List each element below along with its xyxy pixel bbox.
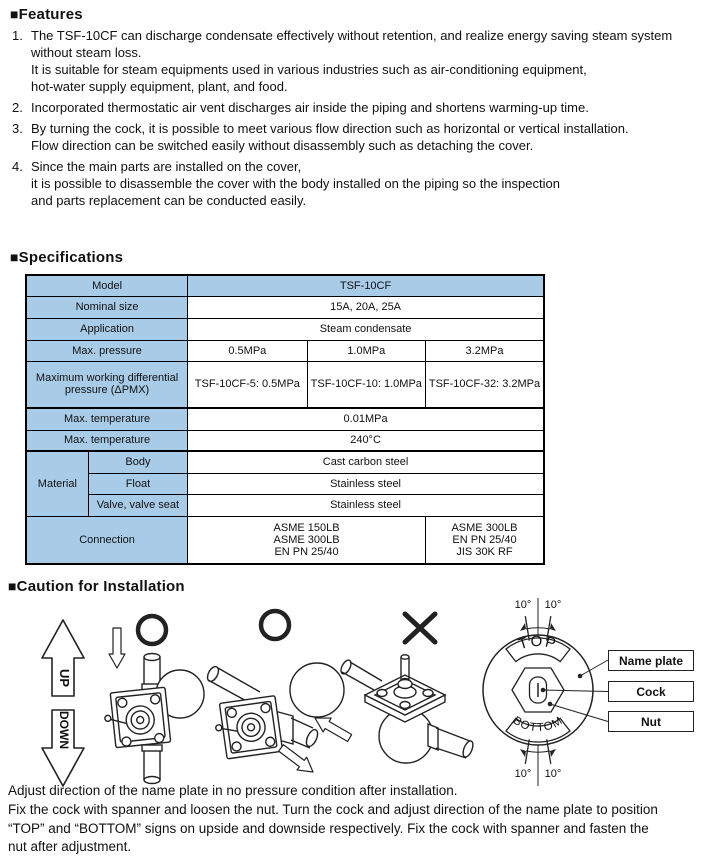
item-number: 2.	[12, 100, 23, 115]
table-sub-label: Body	[88, 451, 187, 473]
table-cell: Cast carbon steel	[188, 451, 544, 473]
valve-tilted-ng-figure	[340, 602, 475, 777]
correct-mark-icon	[138, 616, 166, 644]
table-row-label: Max. temperature	[26, 408, 188, 430]
table-sub-label: Valve, valve seat	[88, 494, 187, 516]
table-row-label: Max. pressure	[26, 340, 188, 361]
section-bullet-icon: ■	[8, 578, 17, 594]
table-cell: 1.0MPa	[307, 340, 425, 361]
features-heading: ■Features	[10, 6, 83, 23]
table-cell: ASME 300LB EN PN 25/40 JIS 30K RF	[426, 516, 545, 564]
feature-text: and parts replacement can be conducted easily.	[31, 193, 307, 208]
instruction-line: nut after adjustment.	[8, 839, 132, 855]
up-label: UP	[57, 668, 72, 688]
valve-vertical-ok-figure	[100, 602, 215, 787]
list-item	[12, 99, 711, 116]
table-cell: Stainless steel	[188, 473, 544, 494]
instruction-line: “TOP” and “BOTTOM” signs on upside and downside respectively. Fix the cock with spanner and fasten the	[8, 820, 649, 836]
table-cell: TSF-10CF-10: 1.0MPa	[307, 361, 425, 408]
table-cell: TSF-10CF-5: 0.5MPa	[188, 361, 307, 408]
feature-text: without steam loss.	[31, 45, 142, 60]
flow-out-arrow-icon	[276, 742, 318, 779]
table-cell: TSF-10CF-32: 3.2MPa	[426, 361, 545, 408]
name-plate-callout: Name plate	[608, 650, 694, 671]
feature-text: Flow direction can be switched easily without disassembly such as detaching the cover.	[31, 138, 534, 153]
feature-text: By turning the cock, it is possible to meet various flow direction such as horizontal or vertical installation.	[31, 121, 629, 136]
down-label: DOWN	[57, 711, 71, 749]
features-list	[12, 27, 711, 213]
instruction-line: Fix the cock with spanner and loosen the nut. Turn the cock and adjust direction of the name plate to position	[8, 801, 658, 817]
feature-text: It is suitable for steam equipments used in various industries such as air-conditioning equipment,	[31, 62, 587, 77]
list-item	[12, 120, 711, 154]
valve-cover-top-view	[365, 655, 445, 722]
section-bullet-icon: ■	[10, 6, 19, 22]
table-row-label: Application	[26, 318, 188, 340]
feature-text: it is possible to disassemble the cover with the body installed on the piping so the inspection	[31, 176, 560, 191]
table-row-label: Connection	[26, 516, 188, 564]
item-number: 1.	[12, 28, 23, 43]
valve-flange	[212, 696, 282, 760]
caution-heading: ■Caution for Installation	[8, 578, 185, 595]
feature-text: Since the main parts are installed on the cover,	[31, 159, 302, 174]
flow-down-arrow-icon	[109, 628, 125, 668]
table-cell: 0.01MPa	[188, 408, 544, 430]
feature-text: hot-water supply equipment, plant, and food.	[31, 79, 288, 94]
section-bullet-icon: ■	[10, 249, 19, 265]
valve-flange	[102, 687, 170, 748]
specifications-heading: ■Specifications	[10, 249, 124, 266]
specifications-table	[25, 274, 545, 565]
incorrect-mark-icon	[405, 614, 435, 642]
top-label: TOP	[516, 632, 560, 654]
list-item	[12, 27, 711, 95]
angle-label: 10°	[514, 768, 532, 780]
nut-callout: Nut	[608, 711, 694, 732]
angle-label: 10°	[544, 768, 562, 780]
table-cell: 240°C	[188, 430, 544, 451]
feature-text: Incorporated thermostatic air vent discharges air inside the piping and shortens warming-up time.	[31, 100, 589, 115]
table-cell: 3.2MPa	[426, 340, 545, 361]
list-item	[12, 158, 711, 209]
angle-label: 10°	[514, 599, 532, 611]
table-cell: 15A, 20A, 25A	[188, 296, 544, 318]
table-row-label: Material	[26, 451, 88, 516]
adjustment-instructions	[8, 782, 712, 857]
correct-mark-icon	[261, 611, 289, 639]
table-cell: Stainless steel	[188, 494, 544, 516]
up-down-arrows-figure	[36, 618, 96, 788]
feature-text: The TSF-10CF can discharge condensate effectively without retention, and realize energy saving steam system	[31, 28, 673, 43]
valve-body	[290, 663, 344, 717]
item-number: 4.	[12, 159, 23, 174]
table-row-label: Max. temperature	[26, 430, 188, 451]
angle-label: 10°	[544, 599, 562, 611]
table-cell: 0.5MPa	[188, 340, 307, 361]
table-row-label: Model	[26, 275, 188, 296]
instruction-line: Adjust direction of the name plate in no pressure condition after installation.	[8, 783, 458, 798]
table-cell: Steam condensate	[188, 318, 544, 340]
cock-callout: Cock	[608, 681, 694, 702]
bottom-label: BOTTOM	[510, 714, 566, 735]
table-cell: ASME 150LB ASME 300LB EN PN 25/40	[188, 516, 426, 564]
table-row-label: Nominal size	[26, 296, 188, 318]
table-cell: TSF-10CF	[188, 275, 544, 296]
table-sub-label: Float	[88, 473, 187, 494]
item-number: 3.	[12, 121, 23, 136]
table-row-label: Maximum working differential pressure (ΔPMX)	[26, 361, 188, 408]
